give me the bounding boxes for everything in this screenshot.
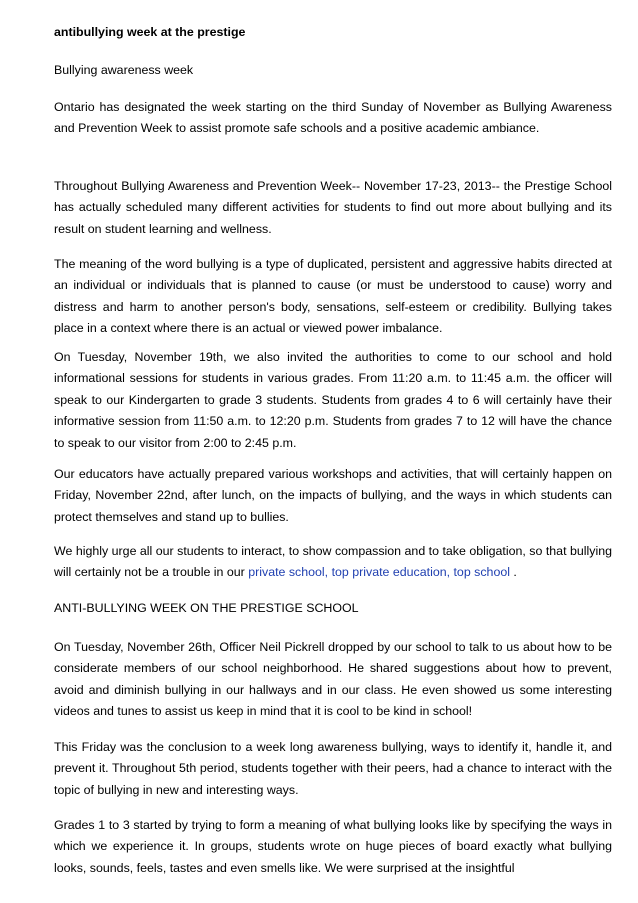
paragraph-schedule: Throughout Bullying Awareness and Prevention Week-- November 17-23, 2013-- the Prestige School has actually scheduled many different activities for students to find out more about bullying and its result on student learning and wellness. [54,179,612,236]
section-heading: ANTI-BULLYING WEEK ON THE PRESTIGE SCHOOL [54,601,359,615]
paragraph-definition: The meaning of the word bullying is a type of duplicated, persistent and aggressive habits directed at an individual or individuals that is planned to cause (or must be understood to cause) worry and distress and harm to another person's body, sensations, self-esteem or credibility. Bullying takes place in a context where there is an actual or viewed power imbalance. [54,257,612,336]
paragraph-ontario: Ontario has designated the week starting on the third Sunday of November as Bullying Awareness and Prevention Week to assist promote safe schools and a positive academic ambiance. [54,100,612,136]
urge-text: We highly urge all our students to interact, to show compassion and to take obligation, so that bullying will certainly not be a trouble in our [54,544,612,580]
private-school-link[interactable]: private school, top private education, top school [248,565,510,580]
paragraph-officer-visit: On Tuesday, November 26th, Officer Neil Pickrell dropped by our school to talk to us about how to be considerate members of our school neighborhood. He shared suggestions about how to prevent, avoid and diminish bullying in our hallways and in our class. He even showed us some interesting videos and tunes to assist us keep in mind that it is cool to be kind in school! [54,640,612,719]
paragraph-workshops: Our educators have actually prepared various workshops and activities, that will certainly happen on Friday, November 22nd, after lunch, on the impacts of bullying, and the ways in which students can protect themselves and stand up to bullies. [54,467,612,524]
document-title: antibullying week at the prestige [54,25,246,39]
urge-suffix: . [509,565,517,580]
paragraph-urge [54,541,612,584]
paragraph-grades: Grades 1 to 3 started by trying to form a meaning of what bullying looks like by specifying the ways in which we experience it. In groups, students wrote on huge pieces of board exactly what bullying looks, sounds, feels, tastes and even smells like. We were surprised at the insightful [54,818,612,875]
paragraph-conclusion: This Friday was the conclusion to a week long awareness bullying, ways to identify it, handle it, and prevent it. Throughout 5th period, students together with their peers, had a chance to interact with the topic of bullying in new and interesting ways. [54,740,612,797]
paragraph-authorities: On Tuesday, November 19th, we also invited the authorities to come to our school and hold informational sessions for students in various grades. From 11:20 a.m. to 11:45 a.m. the officer will speak to our Kindergarten to grade 3 students. Students from grades 4 to 6 will certainly have their informative session from 11:50 a.m. to 12:20 p.m. Students from grades 7 to 12 will have the chance to speak to our visitor from 2:00 to 2:45 p.m. [54,350,612,450]
document-subtitle: Bullying awareness week [54,63,194,77]
